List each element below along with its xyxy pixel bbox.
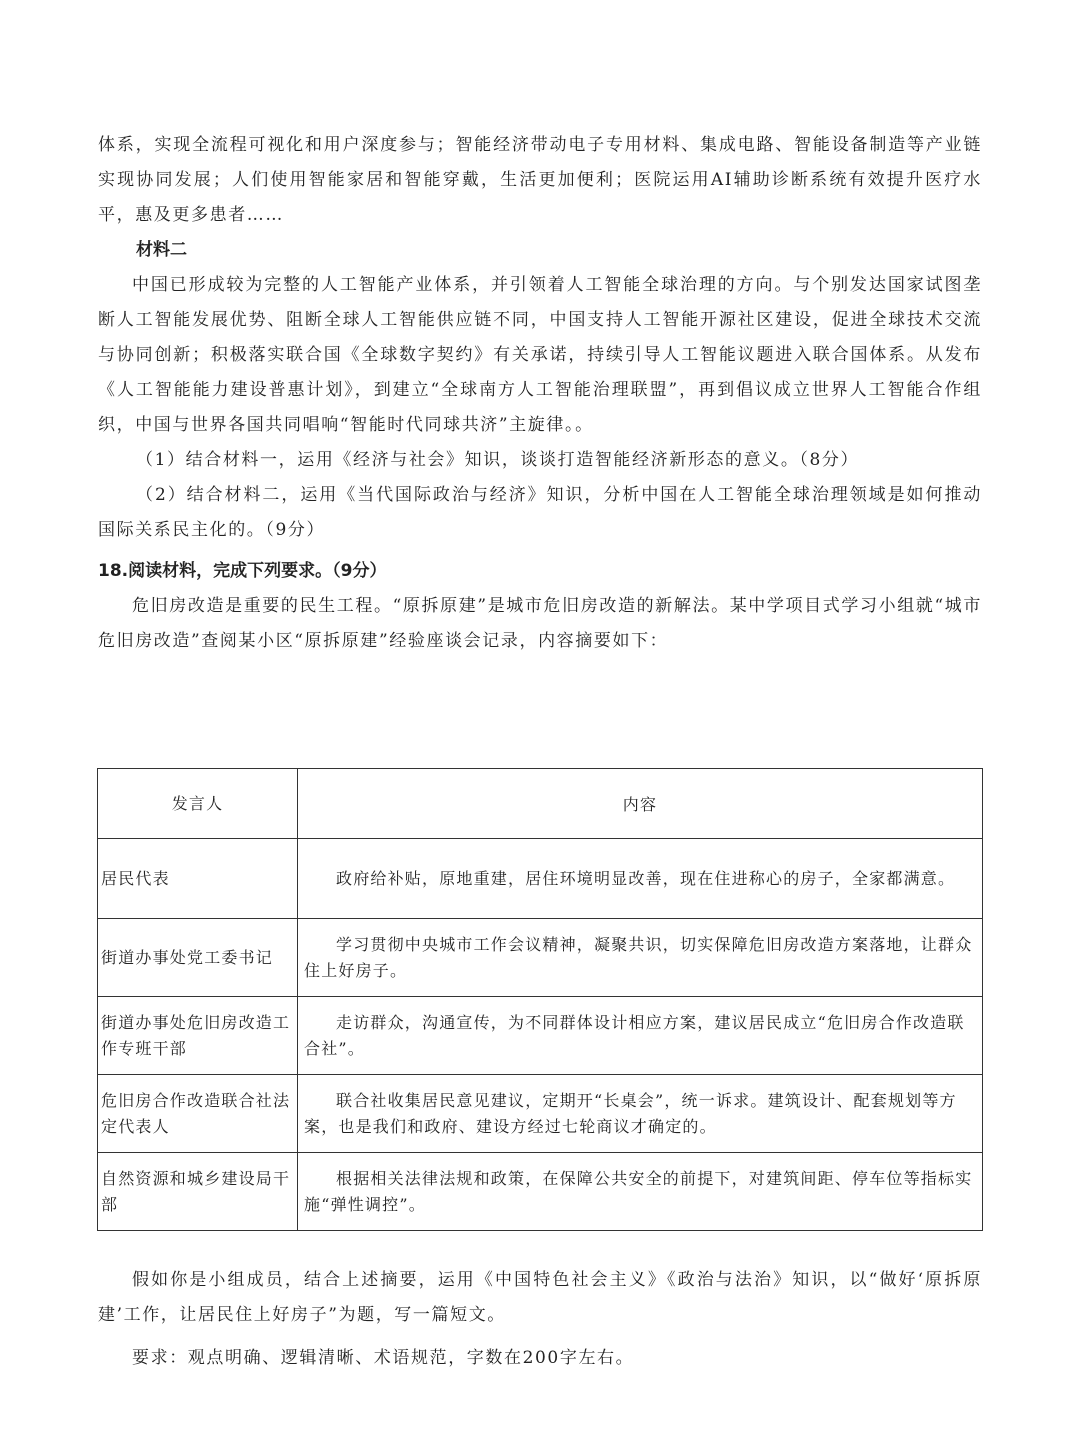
question-18-heading: 18.阅读材料，完成下列要求。（9分） — [98, 561, 387, 581]
material-two-heading: 材料二 — [136, 240, 187, 260]
question-17-1: （1）结合材料一，运用《经济与社会》知识，谈谈打造智能经济新形态的意义。（8分） — [136, 450, 860, 470]
content-cell: 学习贯彻中央城市工作会议精神，凝聚共识，切实保障危旧房改造方案落地，让群众住上好房子。 — [298, 919, 983, 997]
table-row — [98, 997, 983, 1075]
speaker-cell: 街道办事处党工委书记 — [98, 919, 298, 997]
table-row — [98, 1153, 983, 1231]
table-row — [98, 1075, 983, 1153]
question-17-2: （2）结合材料二，运用《当代国际政治与经济》知识，分析中国在人工智能全球治理领域是如何推动国际关系民主化的。（9分） — [98, 485, 982, 540]
question-18-intro: 危旧房改造是重要的民生工程。“原拆原建”是城市危旧房改造的新解法。某中学项目式学习小组就“城市危旧房改造”查阅某小区“原拆原建”经验座谈会记录，内容摘要如下： — [98, 596, 982, 651]
header-content: 内容 — [298, 769, 983, 839]
material-one-tail: 体系，实现全流程可视化和用户深度参与；智能经济带动电子专用材料、集成电路、智能设备制造等产业链实现协同发展；人们使用智能家居和智能穿戴，生活更加便利；医院运用AI辅助诊断系统有效提升医疗水平，惠及更多患者…… — [98, 135, 982, 225]
content-cell: 政府给补贴，原地重建，居住环境明显改善，现在住进称心的房子，全家都满意。 — [298, 839, 983, 919]
table-row — [98, 919, 983, 997]
exam-page-lower — [98, 1263, 982, 1376]
speaker-cell: 居民代表 — [98, 839, 298, 919]
header-speaker: 发言人 — [98, 769, 298, 839]
meeting-record-table — [97, 768, 983, 1231]
exam-page-upper — [98, 128, 982, 659]
material-two-body: 中国已形成较为完整的人工智能产业体系，并引领着人工智能全球治理的方向。与个别发达国家试图垄断人工智能发展优势、阻断全球人工智能供应链不同，中国支持人工智能开源社区建设，促进全球技术交流与协同创新；积极落实联合国《全球数字契约》有关承诺，持续引导人工智能议题进入联合国体系。从发布《人工智能能力建设普惠计划》，到建立“全球南方人工智能治理联盟”，再到倡议成立世界人工智能合作组织，中国与世界各国共同唱响“智能时代同球共济”主旋律。。 — [98, 275, 982, 435]
speaker-cell: 街道办事处危旧房改造工作专班干部 — [98, 997, 298, 1075]
question-18-requirement: 要求：观点明确、逻辑清晰、术语规范，字数在200字左右。 — [132, 1348, 635, 1368]
speaker-cell: 危旧房合作改造联合社法定代表人 — [98, 1075, 298, 1153]
question-18-task: 假如你是小组成员，结合上述摘要，运用《中国特色社会主义》《政治与法治》知识，以“做好‘原拆原建’工作，让居民住上好房子”为题，写一篇短文。 — [98, 1270, 982, 1325]
table-row — [98, 839, 983, 919]
content-cell: 走访群众，沟通宣传，为不同群体设计相应方案，建议居民成立“危旧房合作改造联合社”。 — [298, 997, 983, 1075]
speaker-cell: 自然资源和城乡建设局干部 — [98, 1153, 298, 1231]
content-cell: 联合社收集居民意见建议，定期开“长桌会”，统一诉求。建筑设计、配套规划等方案，也是我们和政府、建设方经过七轮商议才确定的。 — [298, 1075, 983, 1153]
content-cell: 根据相关法律法规和政策，在保障公共安全的前提下，对建筑间距、停车位等指标实施“弹性调控”。 — [298, 1153, 983, 1231]
table-header-row — [98, 769, 983, 839]
